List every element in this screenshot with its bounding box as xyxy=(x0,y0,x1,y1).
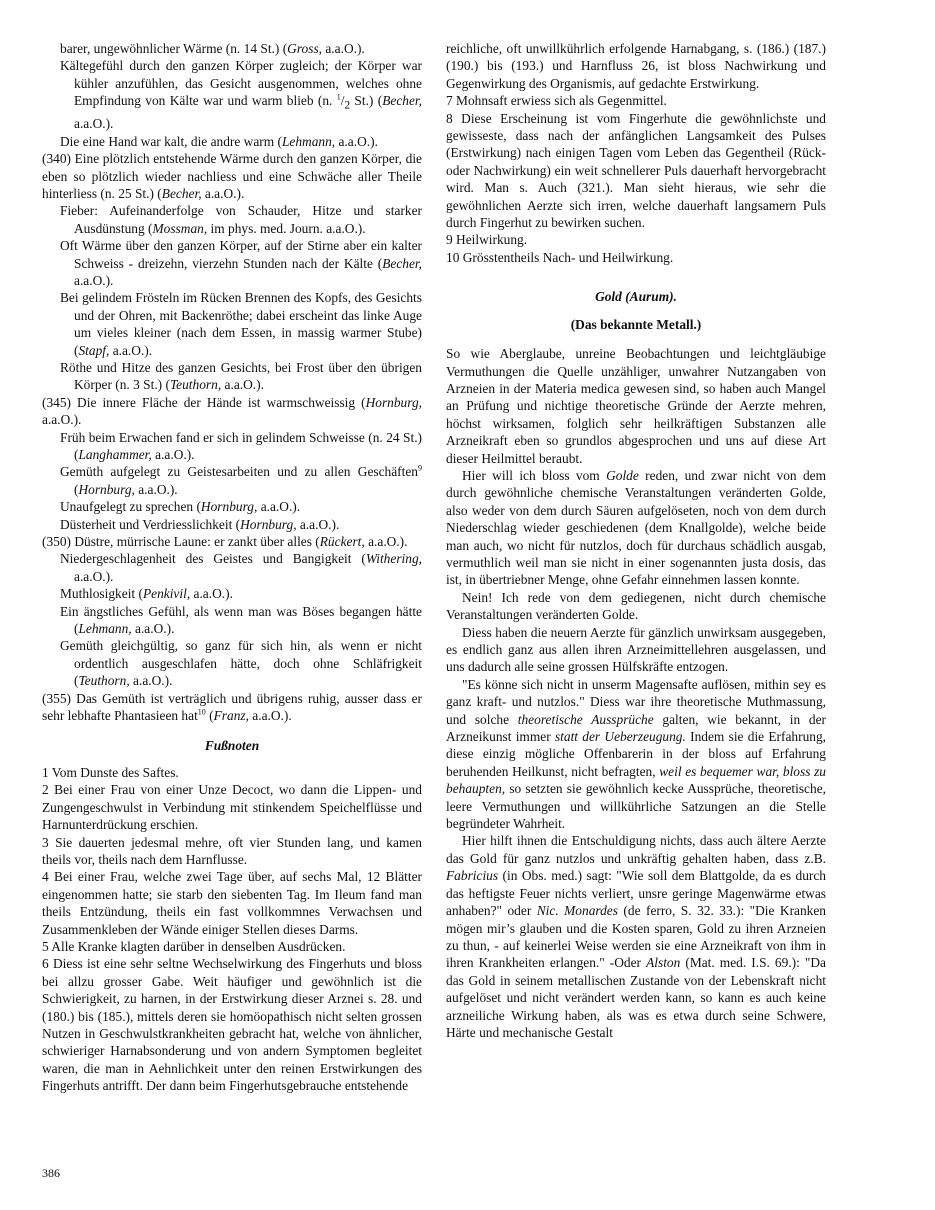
body-paragraph: So wie Aberglaube, unreine Beobachtungen und leichtgläubige Vermuthungen die Quelle unzähliger, unwahrer Nutzangaben von Arzneien in der Materia medica gewesen sind, so haben auch Mangel an Prüfung und nichtige theoretische Gründe der Aerzte mehren, höchst wirksamen, folglich sehr heilkräftigen Substanzen alle Arzneikraft eben so grundlos abgesprochen und uns auf diese Art dieser Heilmittel beraubt. xyxy=(446,346,826,466)
symptom-entry: Oft Wärme über den ganzen Körper, auf der Stirne aber ein kalter Schweiss - dreizehn, vierzehn Stunden nach der Kälte (Becher, a.a.O.). xyxy=(60,238,422,288)
left-column xyxy=(42,40,422,1095)
symptom-entry: (345) Die innere Fläche der Hände ist warmschweissig (Hornburg, a.a.O.). xyxy=(42,394,422,428)
symptom-entry: Die eine Hand war kalt, die andre warm (Lehmann, a.a.O.). xyxy=(60,133,378,149)
footnote: 7 Mohnsaft erwiess sich als Gegenmittel. xyxy=(446,93,667,109)
symptom-entry: (340) Eine plötzlich entstehende Wärme durch den ganzen Körper, die eben so plötzlich wieder nachliess und eine Schwäche aller Theile hinterliess (n. 25 St.) (Becher, a.a.O.). xyxy=(42,151,422,201)
footnote: 8 Diese Erscheinung ist vom Fingerhute die gewöhnlichste und gewisseste, dass nach der anfänglichen Langsamkeit des Pulses (Erstwirkung) nach einigen Tagen vom Leben das Gegentheil (Rück- oder Nachwirkung) ein weit schnellerer Puls dauerhaft hervorgebracht wird. Man s. Auch (321.). Man sieht hieraus, wie sehr die gewöhnlichen Aerzte sich irren, welche dauerhaft langsamern Puls durch Fingerhut zu bewirken suchen. xyxy=(446,110,826,231)
footnotes-list-continued xyxy=(446,40,826,266)
symptom-list xyxy=(42,40,422,725)
symptom-entry: Unaufgelegt zu sprechen (Hornburg, a.a.O.). xyxy=(60,499,301,515)
symptom-entry: Früh beim Erwachen fand er sich in gelindem Schweisse (n. 24 St.) (Langhammer, a.a.O.). xyxy=(60,429,422,463)
symptom-entry: Bei gelindem Frösteln im Rücken Brennen des Kopfs, des Gesichts und der Ohren, mit Backenröthe; dabei erscheint das linke Auge um vieles kleiner (nach dem Essen, in massig warmer Stube) (Stapf, a.a.O.). xyxy=(60,290,422,358)
footnote-continued: reichliche, oft unwillkührlich erfolgende Harnabgang, s. (186.) (187.) (190.) bis (193.) und Harnfluss 26, ist bloss Nachwirkung und Gegenwirkung des Organismis, auf gedachte Erstwirkung. xyxy=(446,41,826,91)
body-paragraph: Diess haben die neuern Aerzte für gänzlich unwirksam ausgegeben, es endlich ganz aus allen ihren Arzneimittellehren ausgelassen, und uns dadurch alle seine grossen Hülfskräfte entzogen. xyxy=(446,624,826,675)
symptom-entry: (355) Das Gemüth ist verträglich und übrigens ruhig, ausser dass er sehr lebhafte Phantasieen hat$^{10}$ (Franz, a.a.O.). xyxy=(42,690,422,724)
body-paragraph: Hier hilft ihnen die Entschuldigung nichts, dass auch ältere Aerzte das Gold für ganz nutzlos und unkräftig gehalten haben, dass z.B. Fabricius (in Obs. med.) sagt: "Wie soll dem Blattgolde, da es durch das heftigste Feuer nichts verliert, unsre geringe Magenwärme etwas anhaben?" oder Nic. Monardes (de ferro, S. 32. 33.): "Die Kranken mögen mir’s glauben und die Kosten sparen, Gold zu ihren Arzneien zu thun, - auf keinerlei Weise werden sie eine Arzneikraft von ihm in ihren Krankheiten erlangen." -Oder Alston (Mat. med. I.S. 69.): "Da das Gold in seinem metallischen Zustande von der Lebenskraft nicht aufgelöset und nicht verändert werden kann, so kann es auch keine arzneiliche Wirkung haben, als was es etwa durch seine Schwere, Härte und mechanische Gestalt xyxy=(446,833,827,1040)
footnotes-heading: Fußnoten xyxy=(204,737,260,753)
body-paragraph: "Es könne sich nicht in unserm Magensafte auflösen, mithin sey es ganz kraft- und nutzlos." Diess war ihre theoretische Muthmassung, und solche theoretische Aussprüche galten, wie bekannt, in der Arzneikunst immer statt der Ueberzeugung. Indem sie die Erfahrung, diese einzig mögliche Offenbarerin in der bloss auf Erfahrung beruhenden Heilkunst, nicht befragten, weil es bequemer war, bloss zu behaupten, so setzten sie gewöhnlich kecke Aussprüche, theoretische, leere Vermuthungen und willkührliche Satzungen an die Stelle begründeter Wahrheit. xyxy=(446,676,827,832)
symptom-entry: Ein ängstliches Gefühl, als wenn man was Böses begangen hätte (Lehmann, a.a.O.). xyxy=(60,603,422,637)
footnotes-list xyxy=(42,764,422,1095)
footnote: 2 Bei einer Frau von einer Unze Decoct, wo dann die Lippen- und Zungengeschwulst in Verbindung mit stinkendem Speichelflüsse und Harnunterdrückung erschien. xyxy=(42,782,422,833)
gold-heading: Gold (Aurum). xyxy=(595,289,677,305)
symptom-entry: Gemüth aufgelegt zu Geistesarbeiten und zu allen Geschäften$^9$ (Hornburg, a.a.O.). xyxy=(60,463,422,497)
gold-text xyxy=(446,345,826,1041)
symptom-entry: Fieber: Aufeinanderfolge von Schauder, Hitze und starker Ausdünstung (Mossman, im phys. med. Journ. a.a.O.). xyxy=(60,203,422,236)
body-paragraph: Hier will ich bloss vom Golde reden, und zwar nicht von dem durch gewöhnliche chemische Veranstaltungen veränderten Golde, also weder von dem durch Säuren aufgelöseten, noch von dem durch Niederschlag wieder geschiedenen (dem Knallgolde), welche beide man auch, wo nicht für nutzlos, doch für durchaus schädlich ausgab, vermuthlich weil man sie nicht in einer sogenannten justa dosis, das ist, in übertriebner Menge, ohne Gefahr einnehmen lassen konnte. xyxy=(446,467,827,588)
footnote: 3 Sie dauerten jedesmal mehre, oft vier Stunden lang, und kamen theils vor, theils nach dem Harnflusse. xyxy=(42,834,422,867)
symptom-entry: (350) Düstre, mürrische Laune: er zankt über alles (Rückert, a.a.O.). xyxy=(42,534,408,550)
footnote: 9 Heilwirkung. xyxy=(446,232,528,248)
footnote: 10 Grösstentheils Nach- und Heilwirkung. xyxy=(446,249,674,265)
footnote: 5 Alle Kranke klagten darüber in denselben Ausdrücken. xyxy=(42,938,346,954)
symptom-entry: Röthe und Hitze des ganzen Gesichts, bei Frost über den übrigen Körper (n. 3 St.) (Teuthorn, a.a.O.). xyxy=(60,359,422,393)
symptom-entry: Muthlosigkeit (Penkivil, a.a.O.). xyxy=(60,586,233,602)
footnote: 4 Bei einer Frau, welche zwei Tage über, auf sechs Mal, 12 Blätter eingenommen hatte; sie starb den siebenten Tag. Im Ileum fand man theils Entzündung, theils ein fast vollkommnes Verwachsen und Zusammenkleben der Wände einiger Stellen dieses Darms. xyxy=(42,869,422,937)
symptom-entry: barer, ungewöhnlicher Wärme (n. 14 St.) (Gross, a.a.O.). xyxy=(60,41,365,56)
page-number: 386 xyxy=(42,1166,60,1180)
symptom-entry: Niedergeschlagenheit des Geistes und Bangigkeit (Withering, a.a.O.). xyxy=(60,551,422,584)
body-paragraph: Nein! Ich rede von dem gediegenen, nicht durch chemische Veranstaltungen veränderten Golde. xyxy=(446,589,826,623)
footnote: 6 Diess ist eine sehr seltne Wechselwirkung des Fingerhuts und bloss bei allzu grosser Gabe. Weit häufiger und gewöhnlich ist die Schwierigkeit, zu harnen, in der Erstwirkung dieser Arznei s. 28. und (180.) bis (185.), mittels deren sie homöopathisch nicht selten grossen Nutzen in Geschwulstkrankheiten gebracht hat, welche von ähnlicher, schwieriger Harnabsonderung und von andern Symptomen begleitet waren, die man in Aehnlichkeit unter den reinen Erstwirkungen des Fingerhuts antrifft. Der dann beim Fingerhutsgebrauche entstehende xyxy=(42,956,422,1094)
symptom-entry: Gemüth gleichgültig, so ganz für sich hin, als wenn er nicht ordentlich ausgeschlafen hätte, doch ohne Schläfrigkeit (Teuthorn, a.a.O.). xyxy=(60,638,422,689)
gold-subheading: (Das bekannte Metall.) xyxy=(570,316,702,332)
right-column xyxy=(446,40,826,1041)
symptom-entry: Düsterheit und Verdriesslichkeit (Hornburg, a.a.O.). xyxy=(60,516,340,532)
footnote: 1 Vom Dunste des Saftes. xyxy=(42,764,179,780)
symptom-entry: Kältegefühl durch den ganzen Körper zugleich; der Körper war kühler anzufühlen, das Gesicht ausgenommen, welches ohne Empfindung von Kälte war und warm blieb (n. $^1/_2$ St.) (Becher, a.a.O.). xyxy=(60,58,422,132)
